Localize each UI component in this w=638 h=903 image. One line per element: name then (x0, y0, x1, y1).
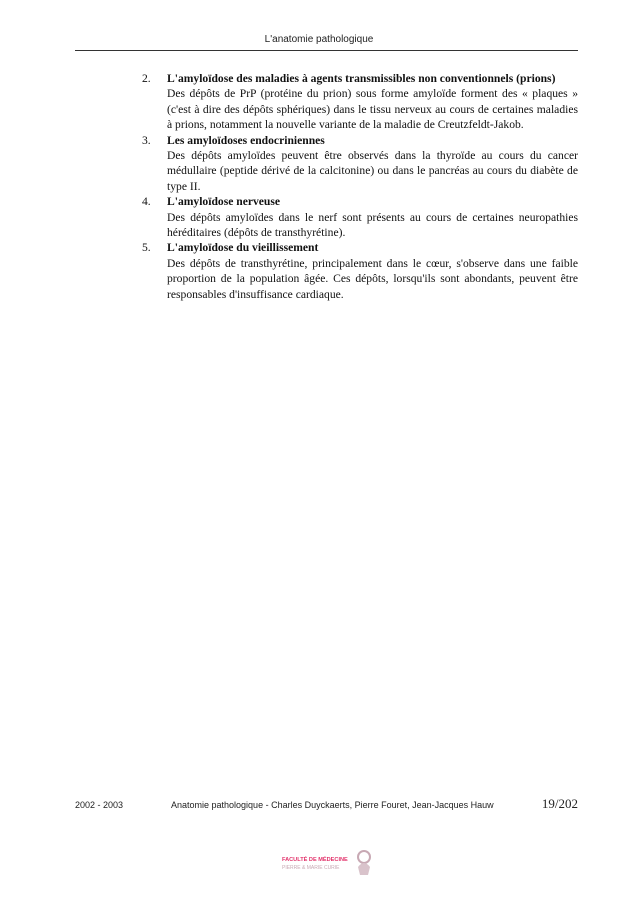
item-paragraph: Des dépôts de PrP (protéine du prion) sous forme amyloïde forment des « plaques » (c'est à dire des dépôts sphériques) dans le tissu nerveux au cours de certaines maladies à prions, notamment la nouvelle variante de la maladie de Creutzfeldt-Jakob. (167, 87, 578, 132)
list-item (142, 133, 578, 195)
logo-figure-icon (358, 863, 370, 875)
logo-line1: FACULTÉ DE MÉDECINE (282, 857, 348, 863)
logo-emblem-icon (358, 851, 370, 863)
item-heading: L'amyloïdose des maladies à agents transmissibles non conventionnels (prions) (167, 72, 556, 85)
page-footer (75, 796, 578, 816)
content-list (142, 71, 578, 302)
footer-year: 2002 - 2003 (75, 800, 124, 810)
item-heading: Les amyloïdoses endocriniennes (167, 133, 325, 147)
page-header-title: L'anatomie pathologique (264, 34, 374, 45)
item-number: 2. (142, 72, 151, 85)
item-paragraph: Des dépôts amyloïdes dans le nerf sont présents au cours de certaines neuropathies héréditaires (dépôts de transthyrétine). (167, 210, 578, 240)
list-item (142, 240, 578, 302)
list-item (142, 71, 578, 133)
logo-line2: PIERRE & MARIE CURIE (282, 865, 340, 871)
header-divider (75, 50, 578, 51)
item-paragraph: Des dépôts amyloïdes peuvent être observés dans la thyroïde au cours du cancer médullaire (peptide dérivé de la calcitonine) ou dans le pancréas au cours du diabète de type II. (167, 149, 578, 193)
item-number: 5. (142, 241, 151, 255)
item-heading: L'amyloïdose du vieillissement (167, 241, 319, 255)
faculty-logo (280, 845, 376, 881)
list-item (142, 194, 578, 240)
item-paragraph: Des dépôts de transthyrétine, principalement dans le cœur, s'observe dans une faible proportion de la population âgée. Ces dépôts, lorsqu'ils sont abondants, peuvent être responsables d'insuffisance cardiaque. (167, 256, 578, 301)
item-number: 4. (142, 195, 151, 209)
item-number: 3. (142, 133, 151, 147)
footer-authors: Anatomie pathologique - Charles Duyckaerts, Pierre Fouret, Jean-Jacques Hauw (171, 800, 494, 810)
page-number: 19/202 (541, 796, 578, 811)
item-heading: L'amyloïdose nerveuse (167, 195, 281, 209)
